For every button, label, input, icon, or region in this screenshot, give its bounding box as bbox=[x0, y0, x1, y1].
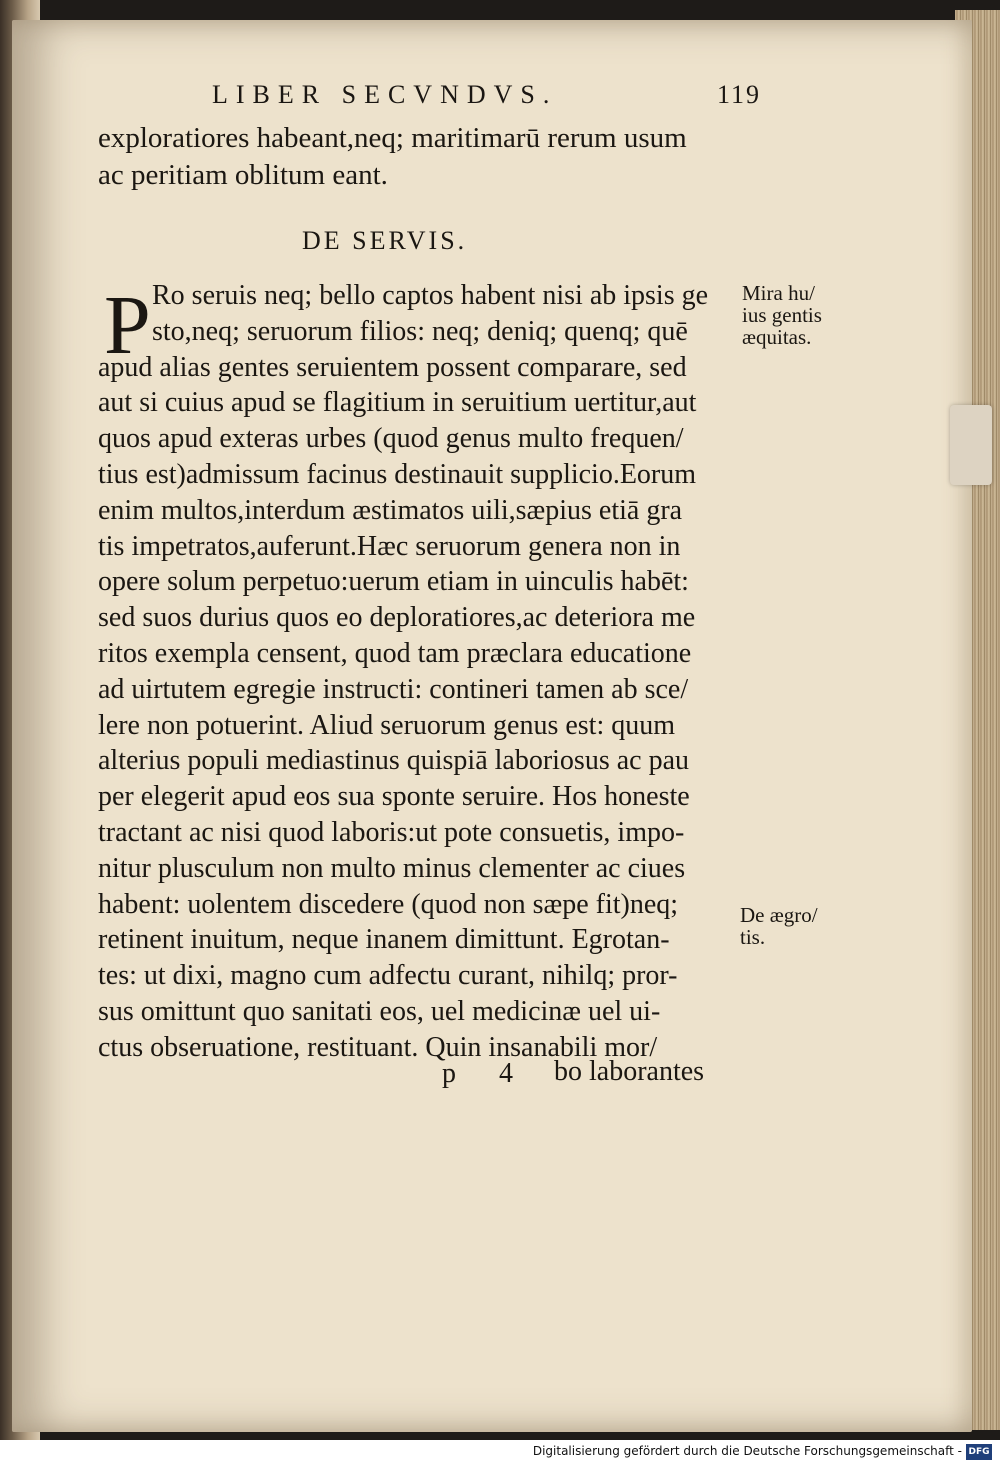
text-line: tis impetratos,auferunt.Hæc seruorum genera non in bbox=[98, 530, 681, 562]
text-line: lere non potuerint. Aliud seruorum genus est: quum bbox=[98, 709, 676, 741]
folio-number: 119 bbox=[717, 80, 762, 109]
text-line: tius est)admissum facinus destinauit supplicio.Eorum bbox=[98, 458, 697, 490]
signature-mark: p 4 bbox=[442, 1058, 531, 1089]
text-line: ac peritiam oblitum eant. bbox=[98, 158, 388, 191]
text-line: tes: ut dixi, magno cum adfectu curant, nihilq; pror- bbox=[98, 960, 678, 992]
text-line: per elegerit apud eos sua sponte seruire. Hos honeste bbox=[98, 781, 690, 813]
text-line: sto,neq; seruorum filios: neq; deniq; quenq; quē bbox=[152, 315, 688, 347]
text-line: apud alias gentes seruientem possent comparare, sed bbox=[98, 351, 687, 383]
running-head-title: LIBER SECVNDVS. bbox=[212, 80, 558, 109]
text-line: alterius populi mediastinus quispiā laboriosus ac pau bbox=[98, 745, 690, 777]
margin-note-line: tis. bbox=[740, 925, 766, 949]
text-line: habent: uolentem discedere (quod non sæpe fit)neq; bbox=[98, 888, 679, 920]
drop-cap-initial: P bbox=[104, 279, 151, 372]
top-text bbox=[98, 120, 738, 193]
text-line: aut si cuius apud se flagitium in seruitium uertitur,aut bbox=[98, 387, 697, 419]
text-line: tractant ac nisi quod laboris:ut pote consuetis, impo- bbox=[98, 816, 685, 848]
page-tab-marker bbox=[950, 405, 992, 485]
text-line: ritos exempla censent, quod tam præclara educatione bbox=[98, 637, 692, 669]
margin-note-line: ius gentis bbox=[742, 303, 822, 327]
text-line: quos apud exteras urbes (quod genus multo frequen/ bbox=[98, 423, 684, 455]
text-line: exploratiores habeant,neq; maritimarū rerum usum bbox=[98, 122, 687, 154]
margin-note-line: æquitas. bbox=[742, 325, 812, 349]
dfg-logo: DFG bbox=[966, 1444, 992, 1460]
text-line: sus omittunt quo sanitati eos, uel medicinæ uel ui- bbox=[98, 995, 661, 1027]
footer-bar bbox=[0, 1440, 1000, 1465]
margin-note-line: De ægro/ bbox=[740, 903, 818, 927]
book-page bbox=[12, 20, 972, 1432]
text-line: nitur plusculum non multo minus clementer ac ciues bbox=[98, 852, 686, 884]
catchword: bo laborantes bbox=[554, 1056, 705, 1087]
text-line: retinent inuitum, neque inanem dimittunt. Egrotan- bbox=[98, 924, 670, 956]
margin-note-line: Mira hu/ bbox=[742, 281, 815, 305]
section-heading: DE SERVIS. bbox=[302, 226, 468, 255]
margin-note-equity bbox=[742, 282, 852, 348]
margin-note-sick bbox=[740, 904, 850, 948]
text-line: sed suos durius quos eo deploratiores,ac deteriora me bbox=[98, 602, 696, 634]
text-line: opere solum perpetuo:uerum etiam in uinculis habēt: bbox=[98, 566, 689, 598]
text-line: ad uirtutem egregie instructi: contineri tamen ab sce/ bbox=[98, 673, 689, 705]
text-line: enim multos,interdum æstimatos uili,sæpius etiā gra bbox=[98, 494, 683, 526]
text-line: ctus obseruatione, restituant. Quin insanabili mor/ bbox=[98, 1031, 658, 1063]
text-line: Ro seruis neq; bello captos habent nisi ab ipsis ge bbox=[152, 280, 709, 311]
funding-notice: Digitalisierung gefördert durch die Deutsche Forschungsgemeinschaft - bbox=[532, 1444, 962, 1458]
body-text bbox=[98, 278, 738, 1066]
